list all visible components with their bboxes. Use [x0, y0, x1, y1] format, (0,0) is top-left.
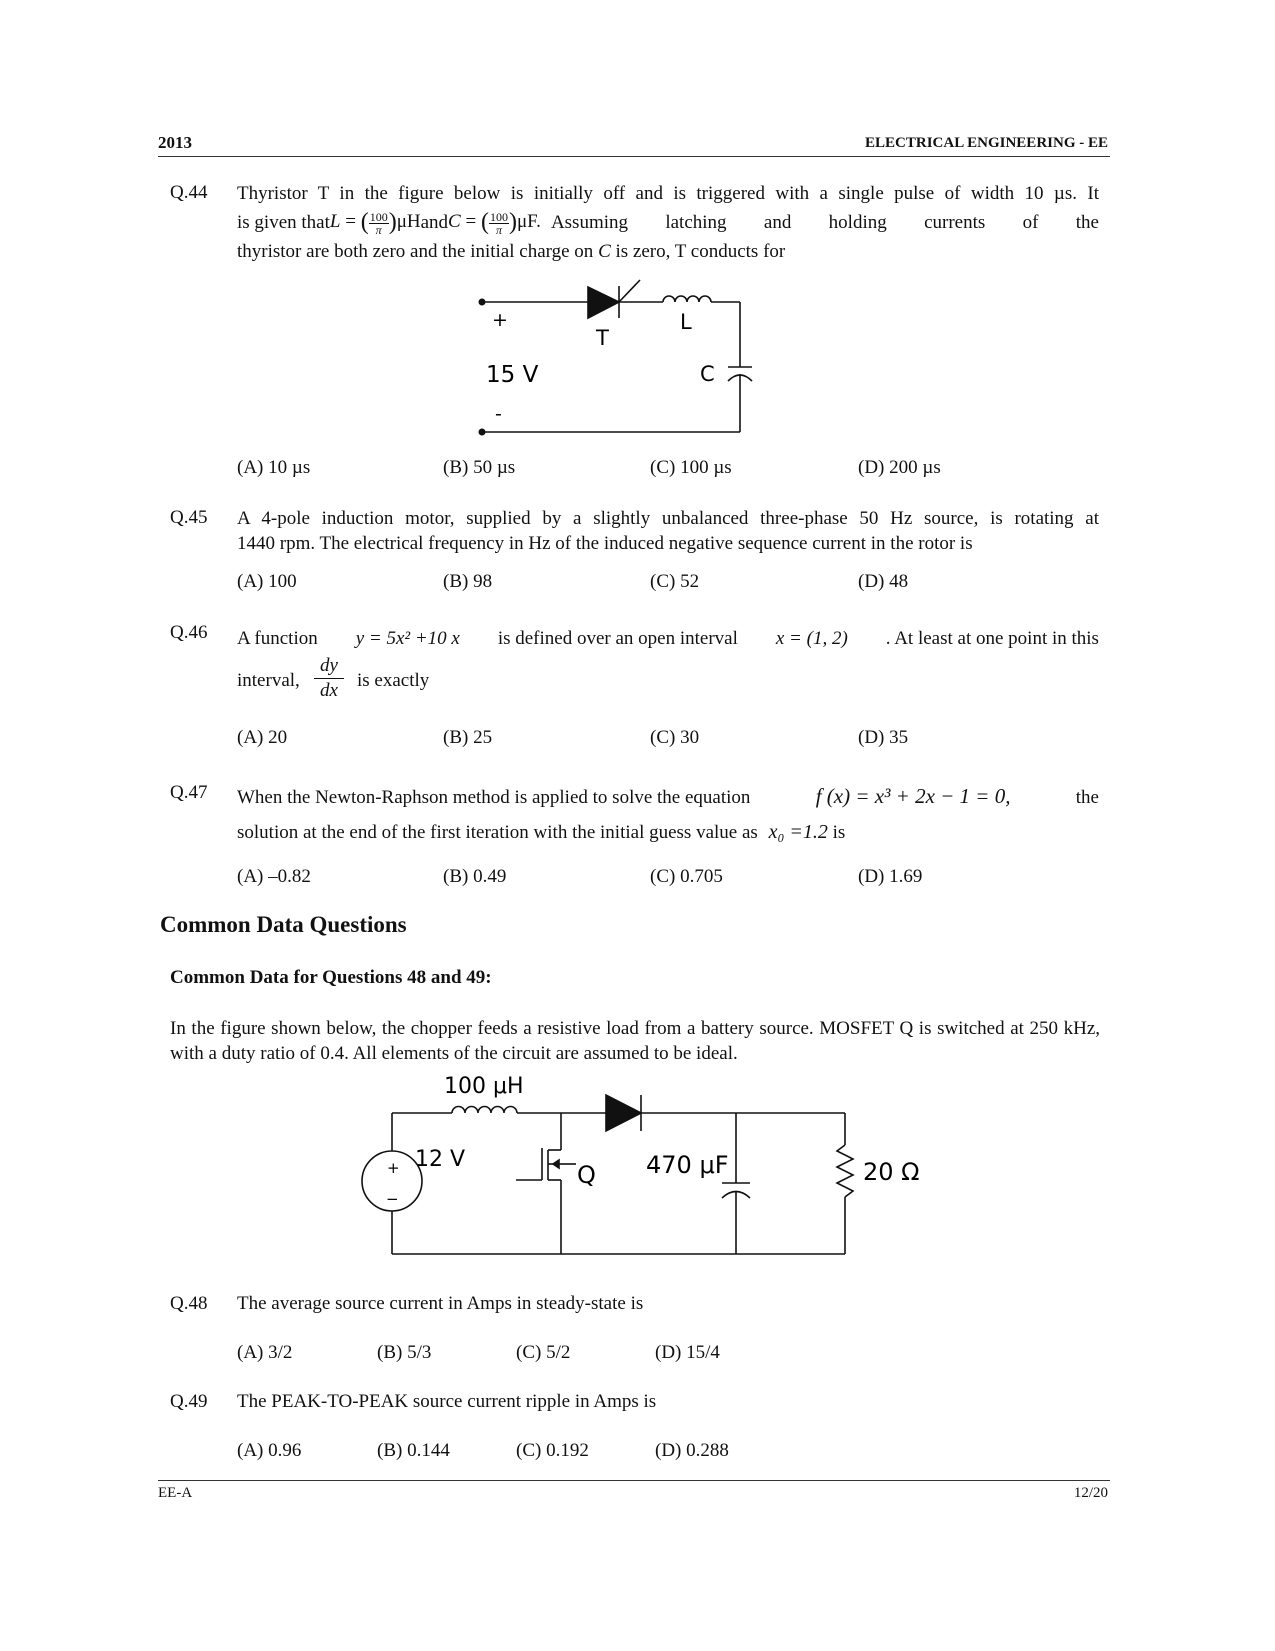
q46-equation: y = 5x² +10 x	[355, 628, 460, 649]
capacitor-c-icon	[728, 375, 752, 381]
source-plus: +	[387, 1159, 400, 1177]
q47-option-a[interactable]: (A) –0.82	[237, 866, 311, 887]
q47-option-d[interactable]: (D) 1.69	[858, 866, 923, 887]
q45-text: A 4-pole induction motor, supplied by a slightly unbalanced three-phase 50 Hz source, is rotating at 1440 rpm. The electrical frequency in Hz of the induced negative sequence current in the rotor is	[237, 508, 1099, 554]
q44-L-expr: L = ( $\frac{100}{\pi}$ )μH	[329, 209, 421, 237]
q44-C-symbol: C	[448, 211, 461, 233]
q48-number: Q.48	[170, 1293, 208, 1314]
inductor-100uh-icon	[452, 1107, 517, 1114]
q46-option-b[interactable]: (B) 25	[443, 727, 493, 748]
header-rule	[158, 156, 1110, 157]
q45-option-c[interactable]: (C) 52	[650, 571, 700, 592]
inductor-l-icon	[663, 296, 711, 302]
terminal-minus	[479, 429, 486, 436]
circuit1-thyristor-label: T	[596, 326, 609, 350]
q47-equation: f (x) = x³ + 2x − 1 = 0,	[815, 784, 1011, 808]
q49-option-b[interactable]: (B) 0.144	[377, 1440, 450, 1461]
footer-page: 12/20	[1073, 1485, 1108, 1501]
footer-rule	[158, 1480, 1110, 1481]
q47-line1: When the Newton-Raphson method is applied to solve the equation f (x) = x³ + 2x − 1 = 0, the	[237, 782, 1099, 812]
q45-option-b[interactable]: (B) 98	[443, 571, 493, 592]
q44-line2-b: Assuming latching and holding currents of the	[550, 212, 1099, 233]
q44-option-b[interactable]: (B) 50 µs	[443, 457, 516, 478]
q49-number: Q.49	[170, 1391, 208, 1412]
q44-line2-a: is given that	[237, 212, 330, 233]
section-title: Common Data Questions	[160, 912, 407, 937]
q45-option-a[interactable]: (A) 100	[237, 571, 297, 592]
thyristor-icon	[588, 287, 619, 318]
q44-C-frac: $\frac{100}{\pi}$	[489, 209, 508, 237]
q47-line2: solution at the end of the first iteration with the initial guess value as x₀ =1.2 is	[237, 821, 846, 843]
circuit1-source-label: 15 V	[486, 362, 539, 388]
q44-L-frac: $\frac{100}{\pi}$	[369, 209, 388, 237]
q44-line1: Thyristor T in the figure below is initially off and is triggered with a single pulse of width 10 µs. It	[237, 183, 1099, 204]
q47-option-b[interactable]: (B) 0.49	[443, 866, 507, 887]
q44-text	[237, 179, 1099, 266]
q49-option-d[interactable]: (D) 0.288	[655, 1440, 729, 1461]
q45-number: Q.45	[170, 507, 208, 528]
resistor-icon	[837, 1145, 853, 1197]
q46-option-a[interactable]: (A) 20	[237, 727, 288, 748]
q46-line2-a: interval,	[237, 670, 300, 691]
q44-line2	[237, 208, 1099, 237]
common-data-heading: Common Data for Questions 48 and 49:	[170, 967, 492, 988]
q44-C-unit: μF.	[516, 211, 541, 233]
q46-derivative: dy dx	[314, 654, 344, 703]
q45-option-d[interactable]: (D) 48	[858, 571, 909, 592]
q49-text: The PEAK-TO-PEAK source current ripple in Amps is	[237, 1391, 657, 1412]
voltage-source-icon	[362, 1151, 422, 1211]
header-year: 2013	[158, 133, 192, 152]
circuit1-inductor-label: L	[680, 310, 692, 334]
q48-option-c[interactable]: (C) 5/2	[516, 1342, 571, 1363]
q48-option-d[interactable]: (D) 15/4	[655, 1342, 720, 1363]
q44-line3: thyristor are both zero and the initial charge on C is zero, T conducts for	[237, 241, 786, 262]
mosfet-q-icon	[553, 1160, 559, 1168]
q44-option-c[interactable]: (C) 100 µs	[650, 457, 732, 478]
header-subject: ELECTRICAL ENGINEERING - EE	[865, 135, 1108, 151]
mosfet-label: Q	[577, 1161, 596, 1189]
footer-code: EE-A	[158, 1485, 193, 1501]
q46-option-c[interactable]: (C) 30	[650, 727, 700, 748]
q44-option-a[interactable]: (A) 10 µs	[237, 457, 311, 478]
source-label: 12 V	[415, 1147, 466, 1172]
q48-option-a[interactable]: (A) 3/2	[237, 1342, 293, 1363]
q47-number: Q.47	[170, 782, 208, 803]
terminal-plus	[479, 299, 486, 306]
q49-option-c[interactable]: (C) 0.192	[516, 1440, 589, 1461]
q47-initial-guess: x₀ =1.2	[768, 821, 828, 843]
q48-option-b[interactable]: (B) 5/3	[377, 1342, 432, 1363]
q49-option-a[interactable]: (A) 0.96	[237, 1440, 302, 1461]
circuit1-plus: +	[492, 309, 508, 331]
q47-option-c[interactable]: (C) 0.705	[650, 866, 723, 887]
q44-L-symbol: L	[329, 211, 341, 233]
q44-number: Q.44	[170, 182, 208, 203]
q44-C-expr: C = ( $\frac{100}{\pi}$ )μF.	[448, 209, 541, 237]
q44-option-d[interactable]: (D) 200 µs	[858, 457, 941, 478]
q48-text: The average source current in Amps in steady-state is	[237, 1293, 644, 1314]
q44-and: and	[420, 212, 449, 233]
inductor-label: 100 μH	[444, 1074, 524, 1099]
q46-line1: A function y = 5x² +10 x is defined over an open interval x = (1, 2) . At least at one point in this	[237, 624, 1099, 653]
source-minus: −	[386, 1190, 399, 1208]
q46-option-d[interactable]: (D) 35	[858, 727, 909, 748]
circuit1-minus: -	[495, 403, 502, 425]
q46-line2-b: is exactly	[357, 670, 430, 691]
resistor-label: 20 Ω	[863, 1158, 920, 1186]
q44-L-unit: μH	[396, 211, 421, 233]
q46-number: Q.46	[170, 622, 208, 643]
diode-icon	[606, 1095, 641, 1131]
q46-interval: x = (1, 2)	[775, 628, 848, 649]
capacitor-label: 470 μF	[646, 1151, 729, 1179]
common-data-paragraph: In the figure shown below, the chopper feeds a resistive load from a battery source. MOSFET Q is switched at 250 kHz, with a duty ratio of 0.4. All elements of the circuit are assumed to be ideal.	[170, 1018, 1100, 1064]
circuit1-capacitor-label: C	[700, 362, 715, 386]
